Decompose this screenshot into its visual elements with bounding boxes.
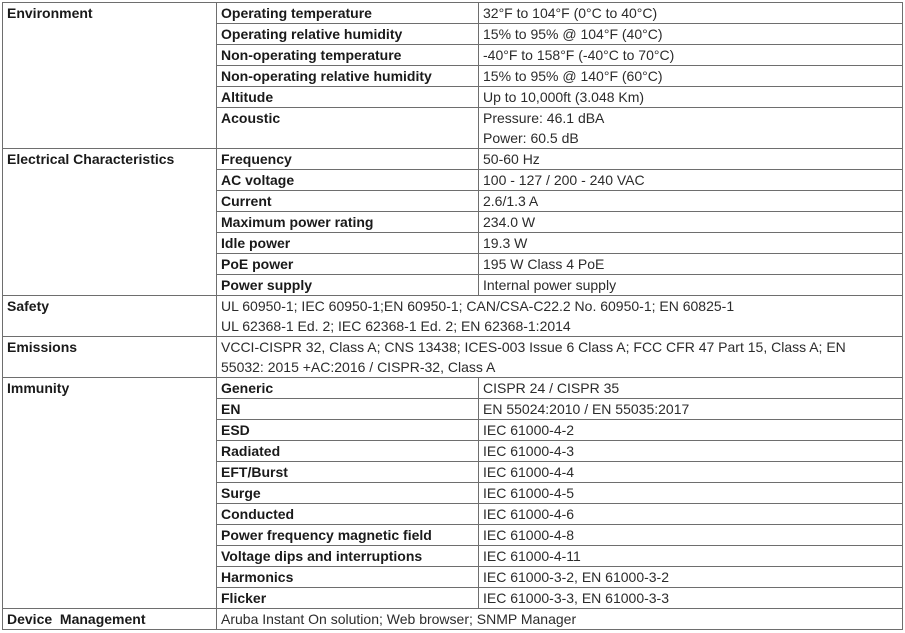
safety-line: UL 62368-1 Ed. 2; IEC 62368-1 Ed. 2; EN 62368-1:2014 xyxy=(221,318,571,334)
safety-line: UL 60950-1; IEC 60950-1;EN 60950-1; CAN/CSA-C22.2 No. 60950-1; EN 60825-1 xyxy=(221,298,735,314)
spec-label: Harmonics xyxy=(217,567,479,588)
acoustic-pressure: Pressure: 46.1 dBA xyxy=(483,110,605,126)
emissions-value xyxy=(217,337,903,378)
specifications-table xyxy=(2,2,903,630)
spec-value xyxy=(479,108,903,149)
spec-label: Altitude xyxy=(217,87,479,108)
spec-label: PoE power xyxy=(217,254,479,275)
spec-label: Radiated xyxy=(217,441,479,462)
emissions-line: VCCI-CISPR 32, Class A; CNS 13438; ICES-003 Issue 6 Class A; FCC CFR 47 Part 15, Class A; EN xyxy=(221,339,846,355)
spec-value: 195 W Class 4 PoE xyxy=(479,254,903,275)
category-emissions: Emissions xyxy=(3,337,217,378)
spec-value: 100 - 127 / 200 - 240 VAC xyxy=(479,170,903,191)
spec-value: 15% to 95% @ 140°F (60°C) xyxy=(479,66,903,87)
spec-label: Flicker xyxy=(217,588,479,609)
safety-value xyxy=(217,296,903,337)
category-environment: Environment xyxy=(3,3,217,149)
spec-label: Frequency xyxy=(217,149,479,170)
spec-value: 32°F to 104°F (0°C to 40°C) xyxy=(479,3,903,24)
spec-label: Maximum power rating xyxy=(217,212,479,233)
spec-value: Up to 10,000ft (3.048 Km) xyxy=(479,87,903,108)
table-row xyxy=(3,3,903,24)
spec-label: Idle power xyxy=(217,233,479,254)
spec-value: 234.0 W xyxy=(479,212,903,233)
spec-label: EN xyxy=(217,399,479,420)
spec-label: Operating temperature xyxy=(217,3,479,24)
acoustic-power: Power: 60.5 dB xyxy=(483,130,579,146)
spec-label: Non-operating relative humidity xyxy=(217,66,479,87)
category-device-management: Device Management xyxy=(3,609,217,630)
table-row xyxy=(3,609,903,630)
spec-label: Operating relative humidity xyxy=(217,24,479,45)
spec-value: IEC 61000-4-2 xyxy=(479,420,903,441)
spec-label: EFT/Burst xyxy=(217,462,479,483)
table-row xyxy=(3,149,903,170)
spec-value: 50-60 Hz xyxy=(479,149,903,170)
spec-value: 19.3 W xyxy=(479,233,903,254)
spec-value: IEC 61000-4-11 xyxy=(479,546,903,567)
spec-label: Generic xyxy=(217,378,479,399)
spec-value: EN 55024:2010 / EN 55035:2017 xyxy=(479,399,903,420)
spec-label: Non-operating temperature xyxy=(217,45,479,66)
spec-value: IEC 61000-3-3, EN 61000-3-3 xyxy=(479,588,903,609)
spec-value: IEC 61000-4-5 xyxy=(479,483,903,504)
spec-value: IEC 61000-4-8 xyxy=(479,525,903,546)
emissions-line: 55032: 2015 +AC:2016 / CISPR-32, Class A xyxy=(221,359,496,375)
spec-value: IEC 61000-4-3 xyxy=(479,441,903,462)
table-row xyxy=(3,337,903,378)
device-management-value: Aruba Instant On solution; Web browser; SNMP Manager xyxy=(217,609,903,630)
table-row xyxy=(3,296,903,337)
category-immunity: Immunity xyxy=(3,378,217,609)
spec-value: 15% to 95% @ 104°F (40°C) xyxy=(479,24,903,45)
spec-value: IEC 61000-3-2, EN 61000-3-2 xyxy=(479,567,903,588)
spec-label: Current xyxy=(217,191,479,212)
spec-label: AC voltage xyxy=(217,170,479,191)
spec-label: Power frequency magnetic field xyxy=(217,525,479,546)
spec-value: IEC 61000-4-4 xyxy=(479,462,903,483)
spec-value: -40°F to 158°F (-40°C to 70°C) xyxy=(479,45,903,66)
spec-value: CISPR 24 / CISPR 35 xyxy=(479,378,903,399)
spec-label: Acoustic xyxy=(217,108,479,149)
spec-label: ESD xyxy=(217,420,479,441)
spec-value: Internal power supply xyxy=(479,275,903,296)
spec-label: Power supply xyxy=(217,275,479,296)
spec-label: Voltage dips and interruptions xyxy=(217,546,479,567)
spec-label: Surge xyxy=(217,483,479,504)
spec-value: IEC 61000-4-6 xyxy=(479,504,903,525)
category-safety: Safety xyxy=(3,296,217,337)
spec-label: Conducted xyxy=(217,504,479,525)
table-row xyxy=(3,378,903,399)
category-electrical: Electrical Characteristics xyxy=(3,149,217,296)
spec-value: 2.6/1.3 A xyxy=(479,191,903,212)
